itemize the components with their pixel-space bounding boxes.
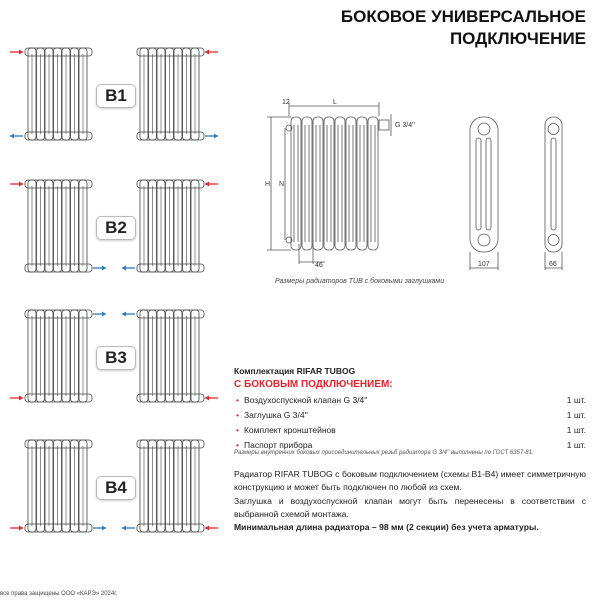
- return-arrow-icon: [122, 266, 135, 271]
- dim-46-label: 46: [315, 262, 323, 269]
- supply-arrow-icon: [205, 182, 218, 187]
- scheme-label: B3: [96, 346, 136, 370]
- radiator-b2-right: [122, 178, 218, 278]
- bullet-icon: •: [236, 425, 239, 435]
- bullet-icon: •: [236, 410, 239, 420]
- kit-item: • Заглушка G 3/4'' 1 шт.: [236, 410, 586, 420]
- bullet-icon: •: [236, 395, 239, 405]
- dim-N-label: N: [279, 181, 285, 188]
- dim-12-label: 12: [282, 99, 290, 106]
- dim-L-label: L: [333, 99, 337, 106]
- dim-107-label: 107: [478, 261, 490, 268]
- return-arrow-icon: [93, 526, 106, 531]
- radiator-b3-right: [122, 308, 218, 408]
- bullet-icon: •: [236, 440, 239, 450]
- return-arrow-icon: [93, 266, 106, 271]
- scheme-label: B2: [96, 216, 136, 240]
- page-title: БОКОВОЕ УНИВЕРСАЛЬНОЕ ПОДКЛЮЧЕНИЕ: [340, 7, 586, 48]
- kit-item: • Комплект кронштейнов 1 шт.: [236, 425, 586, 435]
- supply-arrow-icon: [205, 526, 218, 531]
- description: Радиатор RIFAR TUBOG с боковым подключением (схемы B1-B4) имеет симметричную конструкцию и может быть подключен по любой из схем. Заглушка и воздухоспускной клапан могут быть перенесены в соответствии с выбранной схемой монтажа. Минимальная длина радиатора – 98 мм (2 секции) без учета арматуры.: [234, 469, 586, 533]
- radiator-b1-right: [122, 46, 218, 146]
- supply-arrow-icon: [10, 396, 23, 401]
- supply-arrow-icon: [205, 50, 218, 55]
- thread-label: G 3/4'': [395, 122, 415, 129]
- scheme-label: B4: [96, 476, 136, 500]
- radiator-b2-left: [10, 178, 106, 278]
- supply-arrow-icon: [205, 396, 218, 401]
- return-arrow-icon: [10, 134, 23, 139]
- supply-arrow-icon: [10, 182, 23, 187]
- return-arrow-icon: [205, 134, 218, 139]
- radiator-b4-left: [10, 438, 106, 538]
- supply-arrow-icon: [10, 50, 23, 55]
- dim-H-label: H: [265, 181, 271, 188]
- radiator-b1-left: [10, 46, 106, 146]
- return-arrow-icon: [122, 312, 135, 317]
- drawing-caption: Размеры радиаторов TUB с боковыми заглушками: [275, 278, 445, 285]
- kit-item: • Паспорт прибора 1 шт.: [236, 440, 586, 450]
- return-arrow-icon: [122, 526, 135, 531]
- kit-section: Комплектация RIFAR TUBOG С БОКОВЫМ ПОДКЛЮЧЕНИЕМ: • Воздухоспускной клапан G 3/4'' 1 шт. • Заглушка G 3/4'' 1 шт. • Комплект кронштейнов 1 шт. • Паспорт прибора 1 шт.: [234, 366, 586, 450]
- supply-arrow-icon: [10, 526, 23, 531]
- return-arrow-icon: [93, 312, 106, 317]
- radiator-b4-right: [122, 438, 218, 538]
- kit-item: • Воздухоспускной клапан G 3/4'' 1 шт.: [236, 395, 586, 405]
- thread-note: Размеры внутренних боковых присоединительных резьб радиатора G 3/4'' выполнены по ГОСТ 6357-81.: [234, 450, 534, 456]
- radiator-b3-left: [10, 308, 106, 408]
- dim-66-label: 66: [549, 261, 557, 268]
- scheme-label: B1: [96, 84, 136, 108]
- copyright-footer: все права защищены ООО «КАРЭ» 2024г.: [0, 591, 118, 597]
- dimension-drawing: [255, 92, 595, 277]
